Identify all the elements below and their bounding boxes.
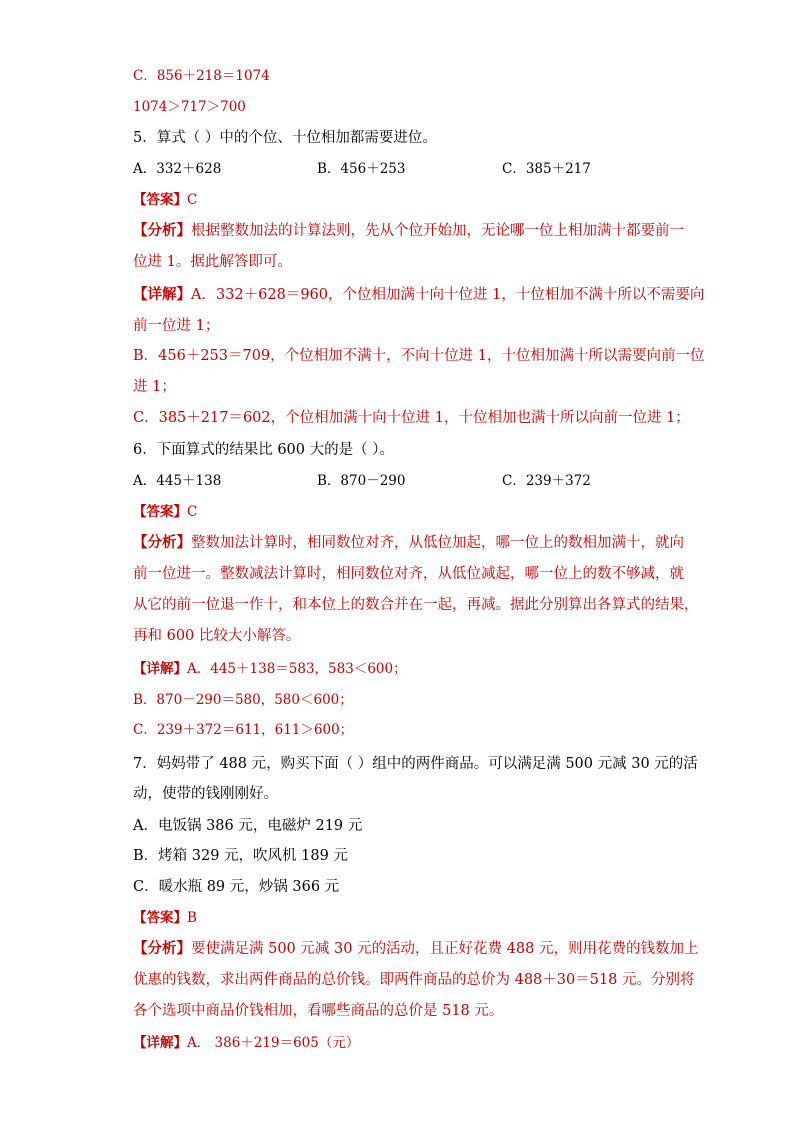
answer-value: B — [187, 910, 197, 926]
analysis-tag: 【分析】 — [133, 940, 191, 957]
analysis-text: 根据整数加法的计算法则，先从个位开始加，无论哪一位上相加满十都要前一 — [191, 223, 684, 239]
q7-analysis-line-1 — [133, 940, 698, 958]
q5-answer — [133, 191, 197, 209]
q5-detail-line-2: 前一位进 1； — [133, 318, 220, 334]
prev-comparison-line: 1074＞717＞700 — [133, 99, 246, 115]
q6-analysis-line-1 — [133, 534, 684, 552]
q5-analysis-line-1 — [133, 222, 684, 240]
q6-analysis-line-2: 前一位进一。整数减法计算时，相同数位对齐，从低位减起，哪一位上的数不够减，就 — [133, 566, 684, 582]
prev-option-c-line: C．856＋218＝1074 — [133, 68, 270, 84]
q7-stem-line-2: 动，使带的钱刚刚好。 — [133, 786, 278, 802]
q5-detail-line-1 — [133, 286, 704, 304]
q5-option-b: B．456＋253 — [317, 161, 406, 177]
q7-stem-line-1: 7．妈妈带了 488 元，购买下面（ ）组中的两件商品。可以满足满 500 元减 30 元的活 — [133, 756, 698, 772]
q6-option-b: B．870－290 — [317, 473, 406, 489]
detail-tag: 【详解】 — [133, 661, 187, 677]
q6-detail-line-2: B．870－290＝580，580＜600； — [133, 692, 353, 708]
q5-detail-line-4: 进 1； — [133, 379, 176, 395]
analysis-text: 要使满足满 500 元减 30 元的活动，且正好花费 488 元，则用花费的钱数加上 — [191, 941, 699, 957]
q5-detail-line-3: B．456＋253＝709，个位相加不满十，不向十位进 1，十位相加满十所以需要向前一位 — [133, 348, 705, 364]
q7-answer — [133, 909, 197, 927]
detail-tag: 【详解】 — [133, 1035, 187, 1051]
q5-option-a: A．332＋628 — [133, 161, 222, 177]
answer-tag: 【答案】 — [133, 910, 187, 926]
q6-stem: 6．下面算式的结果比 600 大的是（ ）。 — [133, 442, 394, 458]
q5-analysis-line-2: 位进 1。据此解答即可。 — [133, 254, 292, 270]
q6-option-c: C．239＋372 — [502, 473, 591, 489]
q6-analysis-line-3: 从它的前一位退一作十，和本位上的数合并在一起，再减。据此分别算出各算式的结果， — [133, 597, 699, 613]
q5-stem: 5．算式（ ）中的个位、十位相加都需要进位。 — [133, 130, 437, 146]
q7-analysis-line-2: 优惠的钱数，求出两件商品的总价钱。即两件商品的总价为 488＋30＝518 元。分别将 — [133, 972, 695, 988]
answer-value: C — [187, 504, 198, 520]
q7-analysis-line-3: 各个选项中商品价钱相加，看哪些商品的总价是 518 元。 — [133, 1003, 504, 1019]
detail-text: A．445＋138＝583，583＜600； — [187, 661, 407, 677]
q7-detail-line-1 — [133, 1034, 359, 1052]
detail-text: A．332＋628＝960，个位相加满十向十位进 1，十位相加不满十所以不需要向 — [191, 287, 705, 303]
answer-tag: 【答案】 — [133, 192, 187, 208]
q7-option-b: B．烤箱 329 元，吹风机 189 元 — [133, 848, 348, 864]
q6-detail-line-3: C．239＋372＝611，611＞600； — [133, 722, 354, 738]
q5-detail-line-5: C．385＋217＝602，个位相加满十向十位进 1，十位相加也满十所以向前一位进 1； — [133, 410, 690, 426]
analysis-tag: 【分析】 — [133, 222, 191, 239]
q6-option-a: A．445＋138 — [133, 473, 222, 489]
answer-value: C — [187, 192, 198, 208]
analysis-tag: 【分析】 — [133, 534, 191, 551]
q6-detail-line-1 — [133, 660, 407, 678]
detail-text: A． 386＋219＝605（元） — [187, 1035, 360, 1051]
q7-option-c: C．暖水瓶 89 元，炒锅 366 元 — [133, 879, 340, 895]
q5-option-c: C．385＋217 — [502, 161, 591, 177]
detail-tag: 【详解】 — [133, 286, 191, 303]
q7-option-a: A．电饭锅 386 元，电磁炉 219 元 — [133, 818, 363, 834]
q6-analysis-line-4: 再和 600 比较大小解答。 — [133, 628, 301, 644]
analysis-text: 整数加法计算时，相同数位对齐，从低位加起，哪一位上的数相加满十，就向 — [191, 535, 684, 551]
answer-tag: 【答案】 — [133, 504, 187, 520]
q6-answer — [133, 503, 197, 521]
